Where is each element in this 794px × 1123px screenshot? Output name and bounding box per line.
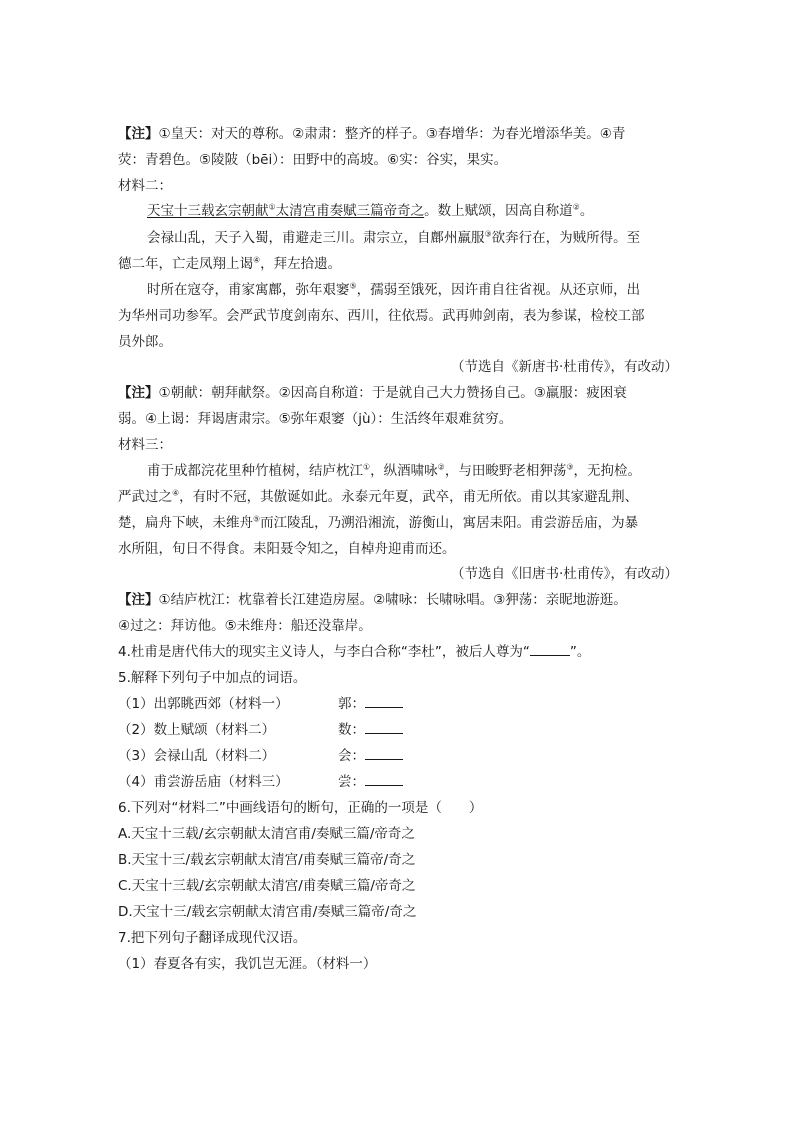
q5-item-4: （4）甫尝游岳庙（材料三） 尝： (118, 772, 418, 792)
question-7-title: 7.把下列句子翻译成现代汉语。 (118, 930, 307, 946)
answer-blank[interactable] (365, 747, 403, 760)
answer-blank[interactable] (365, 773, 403, 786)
note1-line1: 【注】①皇天：对天的尊称。②肃肃：整齐的样子。③春增华：为春光增添华美。④青 (118, 126, 626, 142)
q5-item-1: （1）出郭眺西郊（材料一） 郭： (118, 694, 418, 714)
question-6-title: 6.下列对“材料二”中画线语句的断句，正确的一项是（ ） (118, 800, 483, 816)
material2-p2-line1: 会禄山乱，天子入蜀，甫避走三川。肃宗立，自鄜州羸服③欲奔行在，为贼所得。至 (147, 229, 641, 246)
material3-line4: 水所阻，旬日不得食。耒阳聂令知之，自棹舟迎甫而还。 (118, 541, 456, 557)
question-4: 4.杜甫是唐代伟大的现实主义诗人，与李白合称“李杜”，被后人尊为“ ”。 (118, 644, 591, 660)
q6-option-a[interactable]: A.天宝十三载/玄宗朝献太清宫甫/奏赋三篇/帝奇之 (118, 826, 415, 842)
material2-p1: 天宝十三载玄宗朝献①太清宫甫奏赋三篇帝奇之。数上赋颂，因高自称道②。 (147, 202, 594, 219)
q5-item-3: （3）会禄山乱（材料二） 会： (118, 746, 418, 766)
answer-blank[interactable] (365, 721, 403, 734)
material3-line2: 严武过之④，有时不冠，其傲诞如此。永泰元年夏，武卒，甫无所依。甫以其家避乱荆、 (118, 488, 639, 505)
q7-item-1: （1）春夏各有实，我饥岂无涯。（材料一） (118, 956, 377, 972)
material3-title: 材料三： (118, 437, 172, 453)
material3-line3: 楚，扁舟下峡，未维舟⑤而江陵乱，乃溯沿湘流，游衡山，寓居耒阳。甫尝游岳庙，为暴 (118, 514, 639, 531)
material2-source: （节选自《新唐书·杜甫传》，有改动） (450, 359, 678, 375)
answer-blank[interactable] (365, 695, 403, 708)
material2-p3-line2: 为华州司功参军。会严武节度剑南东、西川，往依焉。武再帅剑南，表为参谋，检校工部 (118, 308, 645, 324)
material3-source: （节选自《旧唐书·杜甫传》，有改动） (450, 566, 678, 582)
note1-line2: 荧：青碧色。⑤陵陂（bēi）：田野中的高坡。⑥实：谷实，果实。 (118, 152, 508, 168)
note3-line2: ④过之：拜访他。⑤未维舟：船还没靠岸。 (118, 618, 372, 634)
q6-option-b[interactable]: B.天宝十三/载玄宗朝献太清宫/甫奏赋三篇帝/奇之 (118, 852, 416, 868)
answer-blank[interactable] (530, 643, 570, 656)
q5-item-2: （2）数上赋颂（材料二） 数： (118, 720, 418, 740)
underlined-sentence: 天宝十三载玄宗朝献①太清宫甫奏赋三篇帝奇之 (147, 202, 425, 219)
material2-p3-line3: 员外郎。 (118, 334, 172, 350)
material2-title: 材料二： (118, 178, 172, 194)
q6-option-d[interactable]: D.天宝十三/载玄宗朝献太清宫甫/奏赋三篇帝/奇之 (118, 904, 417, 920)
note3-line1: 【注】①结庐枕江：枕靠着长江建造房屋。②啸咏：长啸咏唱。③狎荡：亲昵地游逛。 (118, 592, 627, 608)
q6-option-c[interactable]: C.天宝十三载/玄宗朝献太清宫/甫奏赋三篇/帝奇之 (118, 878, 416, 894)
material2-p2-line2: 德二年，亡走凤翔上谒④，拜左拾遗。 (118, 255, 342, 272)
note2-line1: 【注】①朝献：朝拜献祭。②因高自称道：于是就自己大力赞扬自己。③羸服：疲困衰 (118, 385, 627, 401)
note2-line2: 弱。④上谒：拜谒唐肃宗。⑤弥年艰窭（jù）：生活终年艰难贫穷。 (118, 411, 513, 427)
material3-line1: 甫于成都浣花里种竹植树，结庐枕江①，纵酒啸咏②，与田畯野老相狎荡③，无拘检。 (147, 462, 642, 479)
material2-p3-line1: 时所在寇夺，甫家寓鄜，弥年艰窭⑤，孺弱至饿死，因许甫自往省视。从还京师，出 (147, 281, 641, 298)
question-5-title: 5.解释下列句子中加点的词语。 (118, 670, 307, 686)
